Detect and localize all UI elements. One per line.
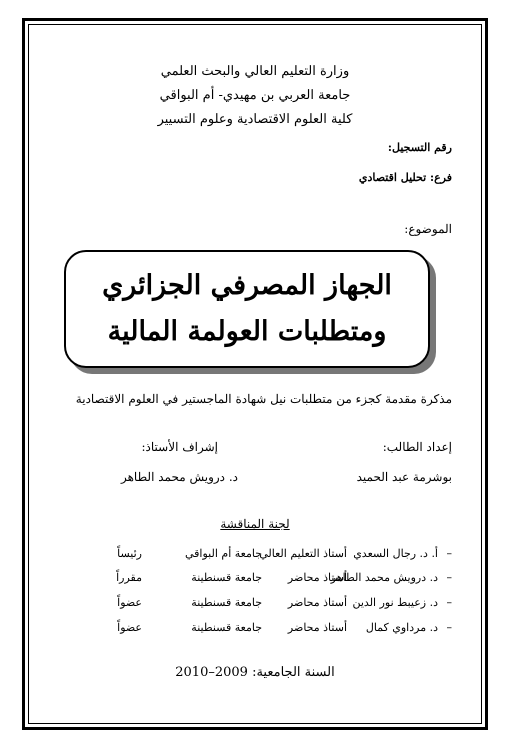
subject-label: الموضوع: [404, 222, 452, 236]
member-rank: أستاذ محاضر [287, 596, 347, 609]
member-name: د. زعيبط نور الدين [352, 596, 438, 609]
member-role: رئيساً [117, 547, 142, 560]
committee-member [58, 547, 452, 569]
member-name: أ. د. رجال السعدي [353, 547, 438, 560]
institution-header [0, 60, 510, 132]
branch-label: فرع: تحليل اقتصادي [358, 171, 452, 184]
member-dash: – [446, 596, 452, 609]
member-role: مقرراً [116, 571, 142, 584]
member-rank: أستاذ التعليم العالي [259, 547, 347, 560]
faculty-name: كلية العلوم الاقتصادية وعلوم التسيير [157, 112, 353, 127]
thesis-title-line-1: الجهاز المصرفي الجزائري [102, 270, 392, 301]
committee-member [58, 621, 452, 643]
member-university: جامعة قسنطينة [191, 621, 262, 634]
member-university: جامعة قسنطينة [191, 596, 262, 609]
student-label: إعداد الطالب: [382, 440, 452, 454]
thesis-title-line-2: ومتطلبات العولمة المالية [107, 316, 387, 347]
academic-year: السنة الجامعية: 2009–2010 [175, 665, 335, 680]
member-role: عضواً [117, 596, 142, 609]
member-dash: – [446, 547, 452, 560]
member-university: جامعة أم البواقي [185, 547, 262, 560]
memo-description: مذكرة مقدمة كجزء من متطلبات نيل شهادة الماجستير في العلوم الاقتصادية [75, 392, 452, 406]
member-dash: – [446, 571, 452, 584]
ministry-name: وزارة التعليم العالي والبحث العلمي [160, 64, 350, 79]
supervisor-name: د. درويش محمد الطاهر [120, 470, 238, 484]
university-name: جامعة العربي بن مهيدي- أم البواقي [159, 88, 351, 103]
committee-member [58, 596, 452, 618]
member-rank: أستاذ محاضر [287, 571, 347, 584]
title-box [64, 250, 430, 368]
member-role: عضواً [117, 621, 142, 634]
student-name: بوشرمة عبد الحميد [356, 470, 452, 484]
member-name: د. درويش محمد الطاهر [330, 571, 438, 584]
member-rank: أستاذ محاضر [287, 621, 347, 634]
committee-member [58, 571, 452, 593]
member-dash: – [446, 621, 452, 634]
committee-title: لجنة المناقشة [220, 517, 290, 531]
member-name: د. مرداوي كمال [365, 621, 438, 634]
registration-number-label: رقم التسجيل: [387, 141, 452, 154]
member-university: جامعة قسنطينة [191, 571, 262, 584]
supervisor-label: إشراف الأستاذ: [141, 440, 218, 454]
